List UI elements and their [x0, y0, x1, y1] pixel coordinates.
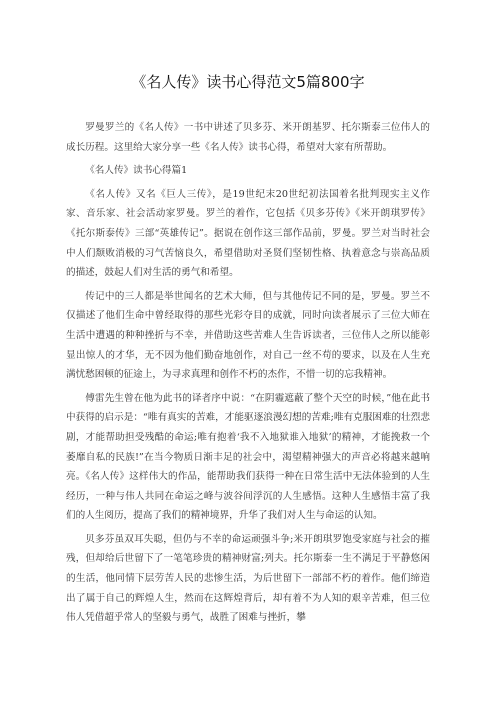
paragraph-masters: 传记中的三人都是举世闻名的艺术大师，但与其他传记不同的是，罗曼。罗兰不仅描述了他们生命中曾经取得的那些光彩夺目的成就，同时向读者展示了三位大师在生活中遭遇的种种挫折与不幸，并借助这些苦难人生告诉读者，三位伟人之所以能彰显出惊人的才华，无不因为他们勤奋地创作，对自己一丝不苟的要求，以及在人生充满忧愁困顿的征途上，为寻求真理和创作不朽的杰作，不惜一切的忘我精神。 [66, 290, 430, 381]
paragraph-struggles: 贝多芬虽双耳失聪，但仍与不幸的命运顽强斗争;米开朗琪罗饱受家庭与社会的摧残，但却给后世留下了一笔笔珍贵的精神财富;列夫。托尔斯泰一生不满足于平静悠闲的生活，他同情下层劳苦人民的悲惨生活，为后世留下一部部不朽的着作。他们缔造出了属于自己的辉煌人生，然而在这辉煌背后，却有着不为人知的艰辛苦难，但三位伟人凭借超乎常人的坚毅与勇气，战胜了困难与挫折，攀 [66, 533, 430, 624]
paragraph-fulei-quote: 傅雷先生曾在他为此书的译者序中说：“在阴霾遮蔽了整个天空的时候，”他在此书中获得的启示是：“唯有真实的苦难，才能驱逐浪漫幻想的苦难;唯有克服困难的壮烈悲剧，才能帮助担受残酷的命运;唯有抱着‘我不入地狱谁入地狱’的精神，才能挽救一个萎靡自私的民族!”在当今物质日渐丰足的社会中，渴望精神强大的声音必将越来越响亮。《名人传》这样伟大的作品，能帮助我们获得一种在日常生活中无法体验到的人生经历，一种与伟人共同在命运之峰与波谷间浮沉的人生感悟。这种人生感悟丰富了我们的人生阅历，提高了我们的精神境界，升华了我们对人生与命运的认知。 [66, 392, 430, 522]
paragraph-intro: 罗曼罗兰的《名人传》一书中讲述了贝多芬、米开朗基罗、托尔斯泰三位伟人的成长历程。这里给大家分享一些《名人传》读书心得，希望对大家有所帮助。 [66, 122, 430, 153]
section-heading: 《名人传》读书心得篇1 [85, 165, 188, 177]
document-title: 《名人传》读书心得范文5篇800字 [131, 73, 365, 91]
paragraph-overview: 《名人传》又名《巨人三传》，是19世纪末20世纪初法国着名批判现实主义作家、音乐家、社会活动家罗曼。罗兰的着作，它包括《贝多芬传》《米开朗琪罗传》《托尔斯泰传》三部“英雄传记”。据说在创作这三部作品前，罗曼。罗兰对当时社会中人们颓败消极的习气苦恼良久，希望借助对圣贤们坚韧性格、执着意念与崇高品质的描述，鼓起人们对生活的勇气和希望。 [66, 188, 430, 279]
